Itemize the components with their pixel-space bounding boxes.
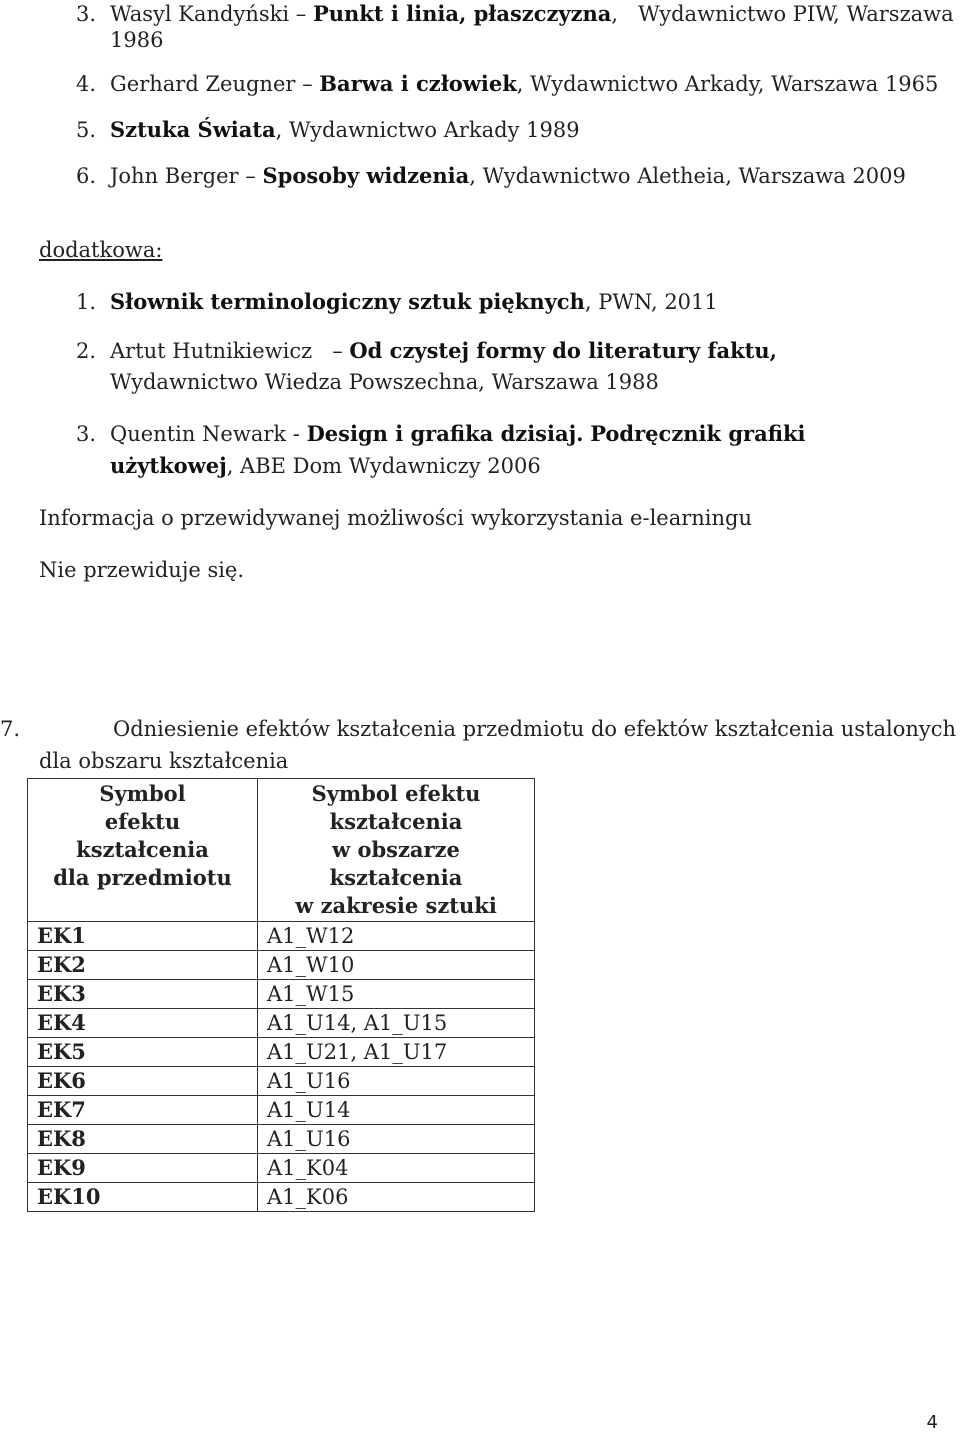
reference-item: 1. Słownik terminologiczny sztuk pięknych, PWN, 2011 (76, 289, 718, 314)
area-cell: A1_W10 (258, 951, 535, 980)
reference-item: 2. Artut Hutnikiewicz – Od czystej formy do literatury faktu, (76, 338, 777, 363)
area-cell: A1_U16 (258, 1125, 535, 1154)
book-title-cont: użytkowej (110, 453, 227, 478)
list-number: 3. (76, 422, 97, 446)
list-number: 5. (76, 118, 97, 142)
reference-item: 6. John Berger – Sposoby widzenia, Wydawnictwo Aletheia, Warszawa 2009 (76, 163, 906, 188)
publisher: PWN, 2011 (598, 290, 718, 314)
area-cell: A1_U14 (258, 1096, 535, 1125)
reference-item (76, 420, 806, 448)
section-title: Odniesienie efektów kształcenia przedmiotu do efektów kształcenia ustalonych (113, 717, 957, 741)
header-line: dla przedmiotu (53, 865, 232, 890)
publisher: Wydawnictwo Wiedza Powszechna, Warszawa 1988 (110, 370, 659, 394)
author: Wasyl Kandyński (110, 2, 290, 26)
table-row (28, 1096, 535, 1125)
book-title: Sposoby widzenia (262, 163, 470, 188)
book-title: Słownik terminologiczny sztuk pięknych (110, 289, 585, 314)
reference-item: 4. Gerhard Zeugner – Barwa i człowiek, Wydawnictwo Arkady, Warszawa 1965 (76, 71, 939, 96)
elearning-heading: Informacja o przewidywanej możliwości wykorzystania e-learningu (39, 506, 753, 530)
symbol-cell: EK1 (28, 922, 258, 951)
list-number: 4. (76, 72, 97, 96)
table-header-row (28, 779, 535, 922)
header-line: w obszarze (332, 837, 460, 862)
symbol-cell: EK5 (28, 1038, 258, 1067)
author: Quentin Newark - (110, 422, 300, 446)
elearning-text: Nie przewiduje się. (39, 558, 245, 582)
col-header-area-symbol (258, 779, 535, 922)
header-line: efektu (104, 809, 181, 834)
table-row (28, 922, 535, 951)
symbol-cell: EK3 (28, 980, 258, 1009)
book-title-cont: Podręcznik grafiki (590, 421, 806, 446)
list-number: 1. (76, 290, 97, 314)
list-number: 3. (76, 2, 97, 26)
area-cell: A1_K04 (258, 1154, 535, 1183)
author: Artut Hutnikiewicz (110, 339, 313, 363)
section-heading (0, 715, 956, 743)
book-title: Sztuka Świata (110, 117, 276, 142)
reference-item: 5. Sztuka Świata, Wydawnictwo Arkady 1989 (76, 117, 580, 142)
symbol-cell: EK4 (28, 1009, 258, 1038)
publisher: Wydawnictwo Aletheia, Warszawa 2009 (482, 164, 906, 188)
section-title-cont: dla obszaru kształcenia (39, 749, 289, 773)
publisher: Wydawnictwo PIW, Warszawa (638, 2, 954, 26)
book-title: Od czystej formy do literatury faktu, (349, 338, 777, 363)
symbol-cell: EK7 (28, 1096, 258, 1125)
table-row (28, 1067, 535, 1096)
area-cell: A1_U14, A1_U15 (258, 1009, 535, 1038)
additional-heading: dodatkowa: (39, 238, 163, 262)
effects-table (27, 778, 535, 1212)
table-row (28, 1038, 535, 1067)
book-title: Barwa i człowiek (319, 71, 517, 96)
symbol-cell: EK6 (28, 1067, 258, 1096)
author: Gerhard Zeugner (110, 72, 296, 96)
reference-year: 1986 (110, 28, 164, 52)
table-row (28, 1183, 535, 1212)
symbol-cell: EK10 (28, 1183, 258, 1212)
reference-item-cont (110, 452, 541, 480)
section-number: 7. (0, 717, 21, 741)
book-title: Design i grafika dzisiaj. (306, 421, 584, 446)
publisher: Wydawnictwo Arkady, Warszawa 1965 (530, 72, 939, 96)
page-number: 4 (926, 1412, 938, 1433)
col-header-subject-symbol (28, 779, 258, 922)
list-number: 6. (76, 164, 97, 188)
table-row (28, 980, 535, 1009)
symbol-cell: EK9 (28, 1154, 258, 1183)
header-line: kształcenia (329, 865, 463, 890)
header-line: w zakresie sztuki (295, 893, 497, 918)
area-cell: A1_W12 (258, 922, 535, 951)
header-line: kształcenia (76, 837, 209, 862)
header-line: Symbol (99, 781, 186, 806)
area-cell: A1_K06 (258, 1183, 535, 1212)
table-row (28, 1009, 535, 1038)
header-line: kształcenia (329, 809, 463, 834)
symbol-cell: EK8 (28, 1125, 258, 1154)
table-row (28, 1154, 535, 1183)
area-cell: A1_U21, A1_U17 (258, 1038, 535, 1067)
area-cell: A1_W15 (258, 980, 535, 1009)
author: John Berger (110, 164, 239, 188)
book-title: Punkt i linia, płaszczyzna (312, 1, 612, 26)
publisher: , ABE Dom Wydawniczy 2006 (226, 454, 541, 478)
table-row (28, 951, 535, 980)
area-cell: A1_U16 (258, 1067, 535, 1096)
symbol-cell: EK2 (28, 951, 258, 980)
reference-item: 3. Wasyl Kandyński – Punkt i linia, płaszczyzna, Wydawnictwo PIW, Warszawa (76, 1, 954, 26)
table-row (28, 1125, 535, 1154)
header-line: Symbol efektu (311, 781, 481, 806)
publisher: Wydawnictwo Arkady 1989 (289, 118, 580, 142)
list-number: 2. (76, 339, 97, 363)
